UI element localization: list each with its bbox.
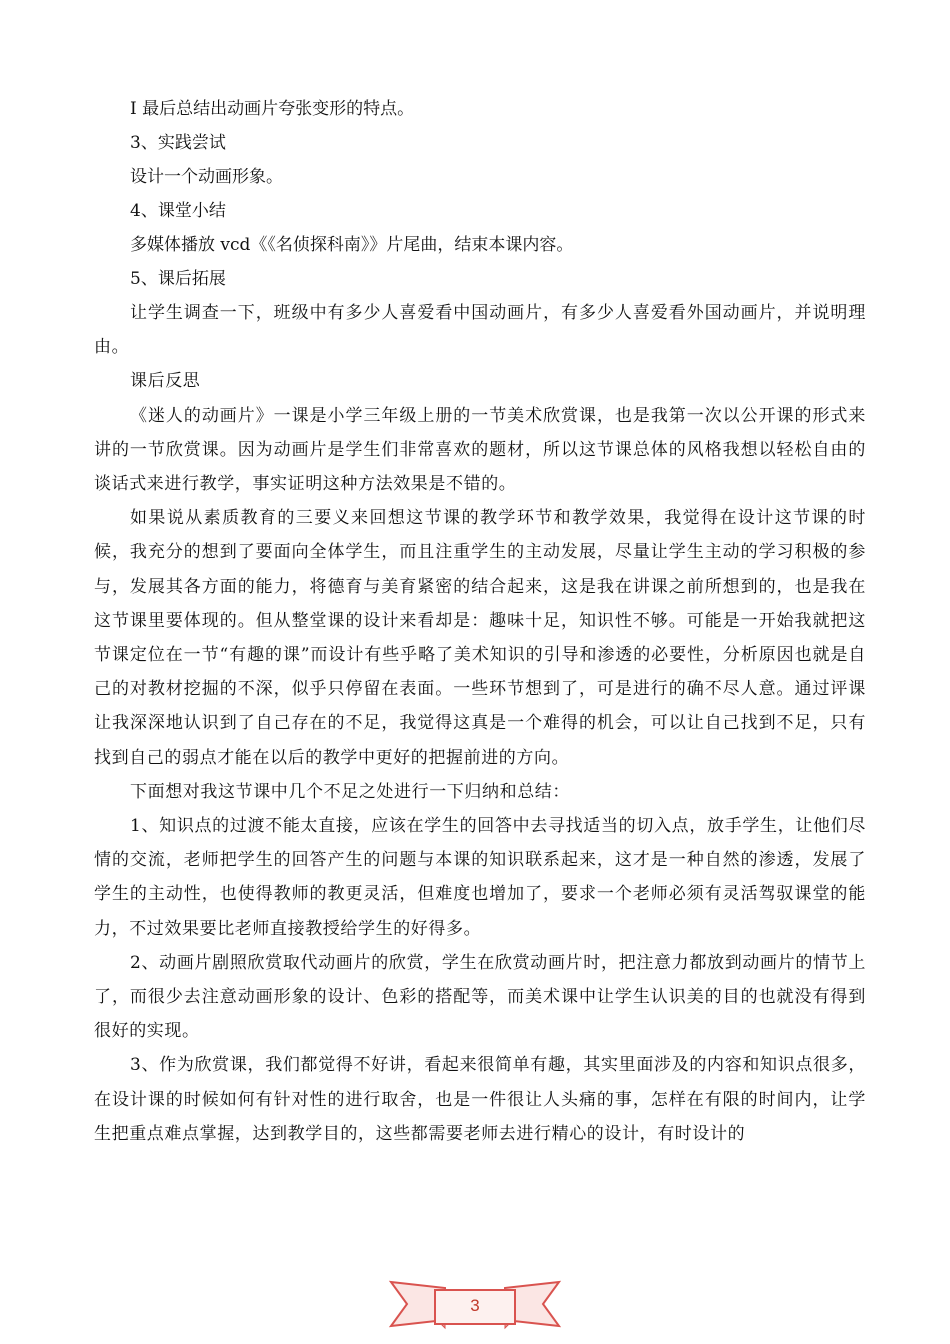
paragraph: 3、作为欣赏课，我们都觉得不好讲，看起来很简单有趣，其实里面涉及的内容和知识点很多，在设计课的时候如何有针对性的进行取舍，也是一件很让人头痛的事，怎样在有限的时间内，让学生把重点难点掌握，达到教学目的，这些都需要老师去进行精心的设计，有时设计的 xyxy=(94,1055,866,1144)
section-heading: 4、课堂小结 xyxy=(130,201,226,221)
paragraph: 下面想对我这节课中几个不足之处进行一下归纳和总结： xyxy=(130,781,570,802)
paragraph: 《迷人的动画片》一课是小学三年级上册的一节美术欣赏课，也是我第一次以公开课的形式来讲的一节欣赏课。因为动画片是学生们非常喜欢的题材，所以这节课总体的风格我想以轻松自由的谈话式来进行教学，事实证明这种方法效果是不错的。 xyxy=(94,405,866,495)
page-number: 3 xyxy=(470,1296,480,1315)
page-footer xyxy=(385,1268,565,1340)
text-line: 设计一个动画形象。 xyxy=(130,167,283,187)
paragraph: 2、动画片剧照欣赏取代动画片的欣赏，学生在欣赏动画片时，把注意力都放到动画片的情节上了，而很少去注意动画形象的设计、色彩的搭配等，而美术课中让学生认识美的目的也就没有得到很好的实现。 xyxy=(94,952,866,1042)
document-body xyxy=(94,92,866,1151)
section-heading: 课后反思 xyxy=(130,371,201,392)
section-heading: 5、课后拓展 xyxy=(130,269,226,289)
paragraph: 如果说从素质教育的三要义来回想这节课的教学环节和教学效果，我觉得在设计这节课的时候，我充分的想到了要面向全体学生，而且注重学生的主动发展，尽量让学生主动的学习积极的参与，发展其各方面的能力，将德育与美育紧密的结合起来，这是我在讲课之前所想到的，也是我在这节课里要体现的。但从整堂课的设计来看却是：趣味十足，知识性不够。可能是一开始我就把这节课定位在一节“有趣的课”而设计有些乎略了美术知识的引导和渗透的必要性，分析原因也就是自己的对教材挖掘的不深，似乎只停留在表面。一些环节想到了，可是进行的确不尽人意。通过评课让我深深地认识到了自己存在的不足，我觉得这真是一个难得的机会，可以让自己找到不足，只有找到自己的弱点才能在以后的教学中更好的把握前进的方向。 xyxy=(94,508,866,768)
text-line: I 最后总结出动画片夸张变形的特点。 xyxy=(130,99,415,119)
paragraph: 1、知识点的过渡不能太直接，应该在学生的回答中去寻找适当的切入点，放手学生，让他们尽情的交流，老师把学生的回答产生的问题与本课的知识联系起来，这才是一种自然的渗透，发展了学生的主动性，也使得教师的教更灵活，但难度也增加了，要求一个老师必须有灵活驾驭课堂的能力，不过效果要比老师直接教授给学生的好得多。 xyxy=(94,816,866,939)
section-heading: 3、实践尝试 xyxy=(130,133,226,153)
paragraph: 让学生调查一下，班级中有多少人喜爱看中国动画片，有多少人喜爱看外国动画片，并说明理由。 xyxy=(94,303,866,358)
text-line: 多媒体播放 vcd《《名侦探科南》》片尾曲，结束本课内容。 xyxy=(130,235,574,255)
